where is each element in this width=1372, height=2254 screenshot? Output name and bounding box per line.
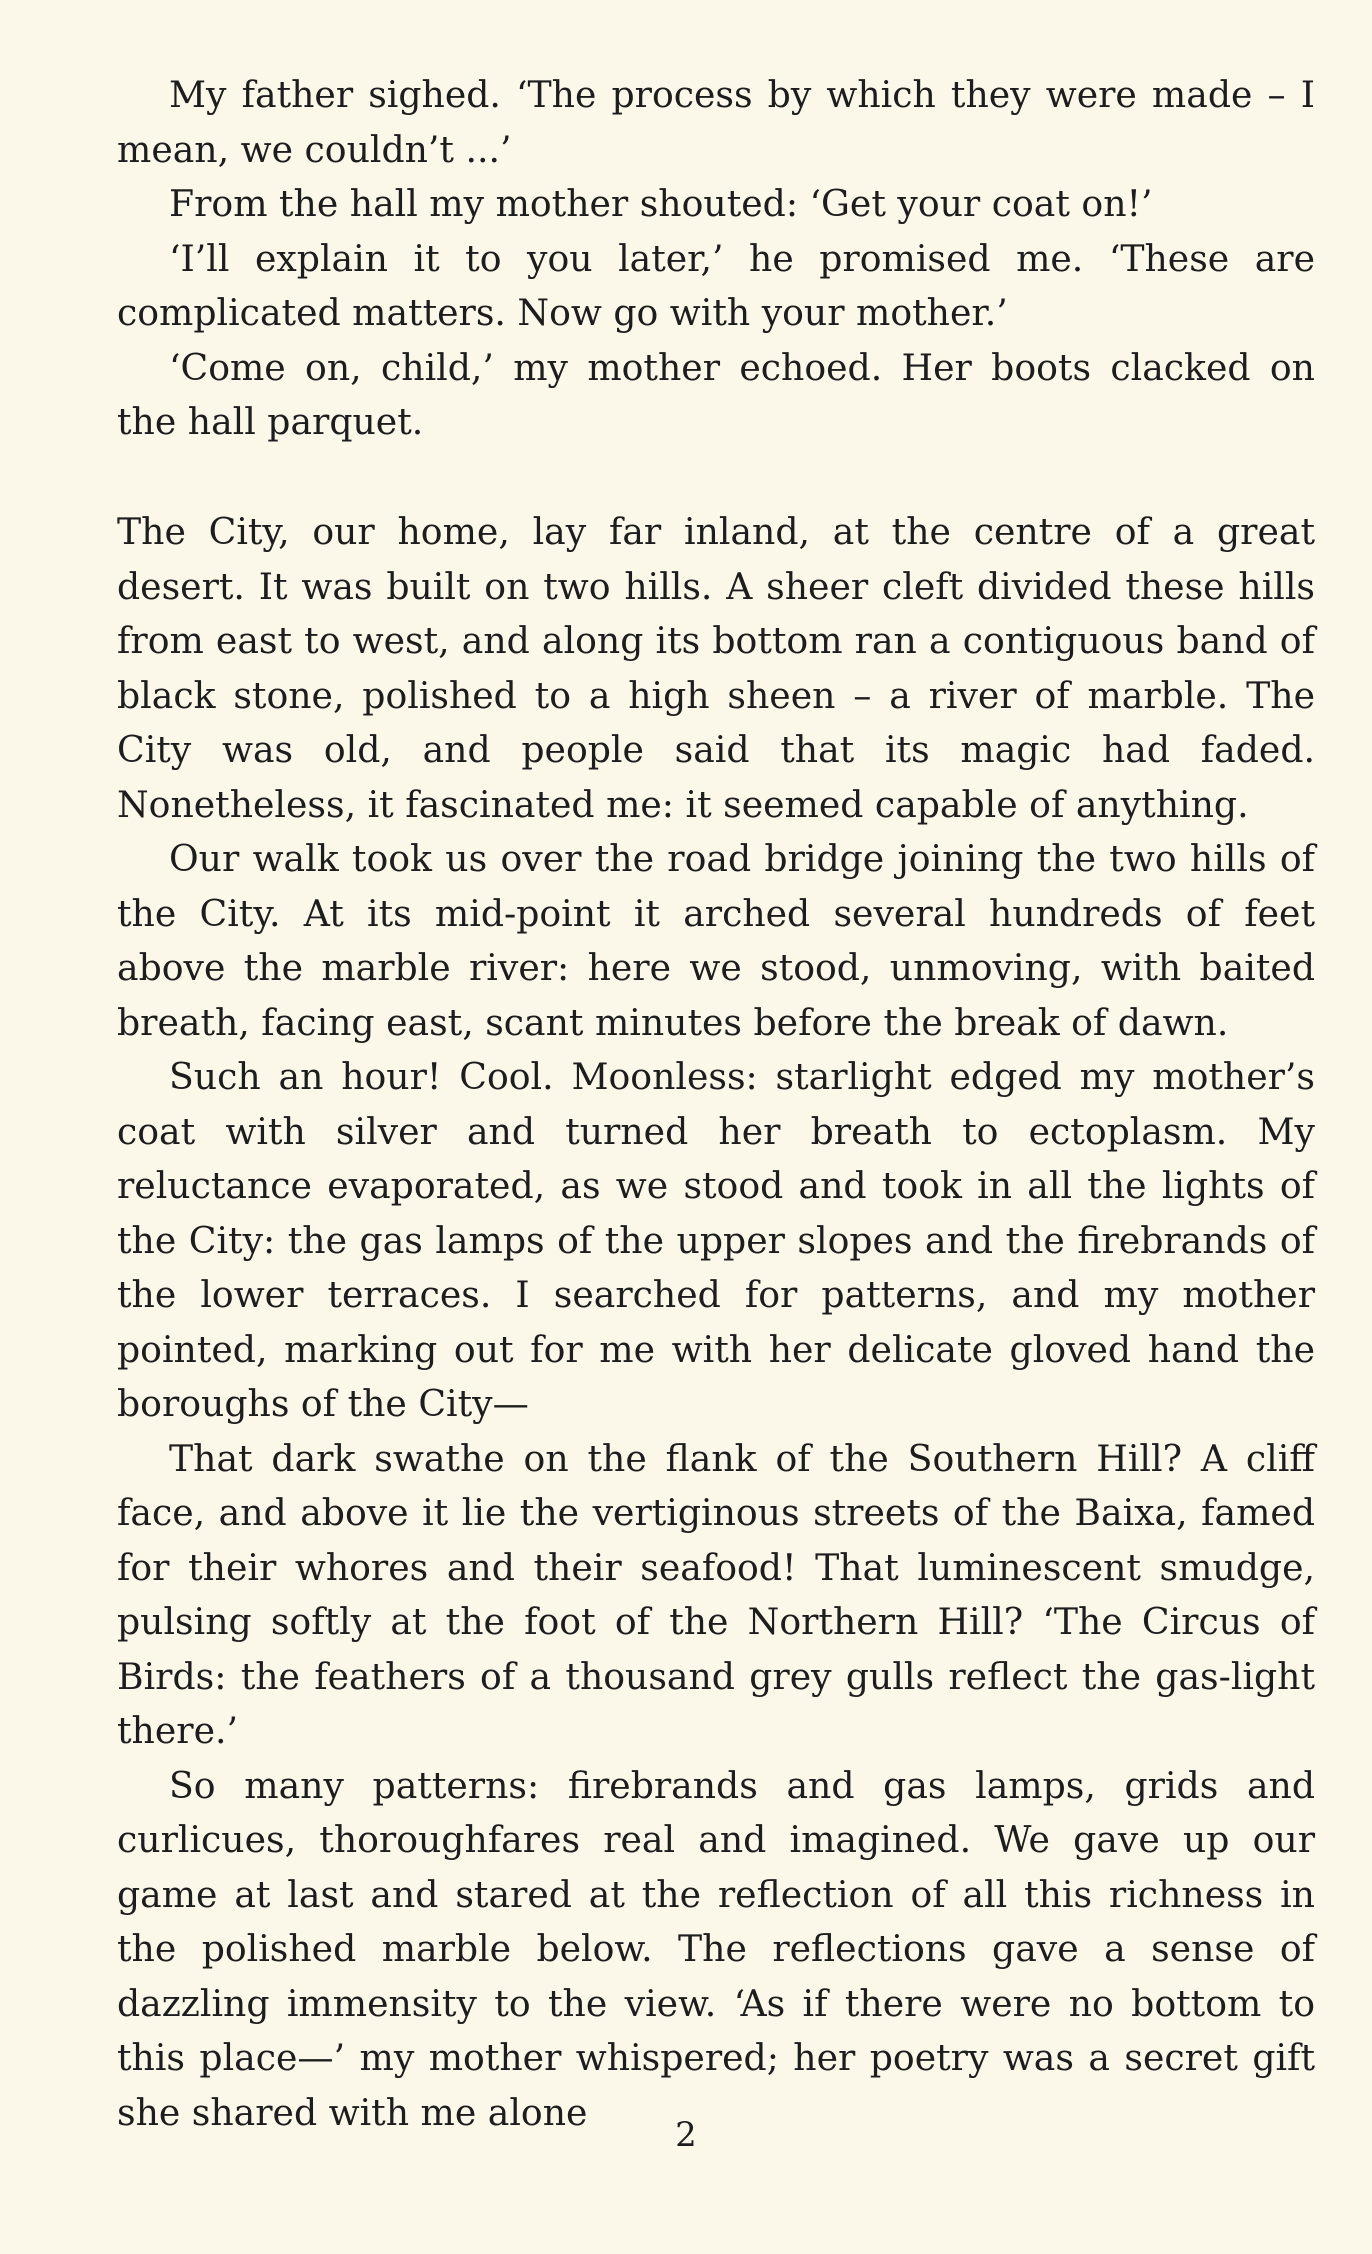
paragraph: My father sighed. ‘The process by which they were made – I mean, we couldn’t ...’: [117, 73, 1315, 171]
paragraph: Our walk took us over the road bridge joining the two hills of the City. At its mid-point it arched several hundreds of feet above the marble river: here we stood, unmoving, with baited breath, facing east, scant minutes before the break of dawn.: [117, 837, 1315, 1044]
paragraph: ‘I’ll explain it to you later,’ he promised me. ‘These are complicated matters. Now go with your mother.’: [117, 236, 1315, 334]
paragraph: ‘Come on, child,’ my mother echoed. Her boots clacked on the hall parquet.: [117, 345, 1315, 443]
paragraph: Such an hour! Cool. Moonless: starlight edged my mother’s coat with silver and turned her breath to ectoplasm. My reluctance evaporated, as we stood and took in all the lights of the City: the gas lamps of the upper slopes and the firebrands of the lower terraces. I searched for patterns, and my mother pointed, marking out for me with her delicate gloved hand the boroughs of the City—: [117, 1055, 1315, 1425]
text-section-2: [117, 505, 1315, 2140]
paragraph: So many patterns: firebrands and gas lamps, grids and curlicues, thoroughfares real and imagined. We gave up our game at last and stared at the reflection of all this richness in the polished marble below. The reflections gave a sense of dazzling immensity to the view. ‘As if there were no bottom to this place—’ my mother whispered; her poetry was a secret gift she shared with me alone: [117, 1763, 1315, 2134]
paragraph: The City, our home, lay far inland, at the centre of a great desert. It was built on two hills. A sheer cleft divided these hills from east to west, and along its bottom ran a contiguous band of black stone, polished to a high sheen – a river of marble. The City was old, and people said that its magic had faded. Nonetheless, it fascinated me: it seemed capable of anything.: [117, 510, 1315, 826]
page-number: 2: [675, 2115, 697, 2155]
text-section-1: [117, 68, 1315, 450]
paragraph: From the hall my mother shouted: ‘Get your coat on!’: [169, 182, 1153, 225]
paragraph: That dark swathe on the flank of the Southern Hill? A cliff face, and above it lie the vertiginous streets of the Baixa, famed for their whores and their seafood! That luminescent smudge, pulsing softly at the foot of the Northern Hill? ‘The Circus of Birds: the feathers of a thousand grey gulls reflect the gas-light there.’: [117, 1436, 1315, 1752]
